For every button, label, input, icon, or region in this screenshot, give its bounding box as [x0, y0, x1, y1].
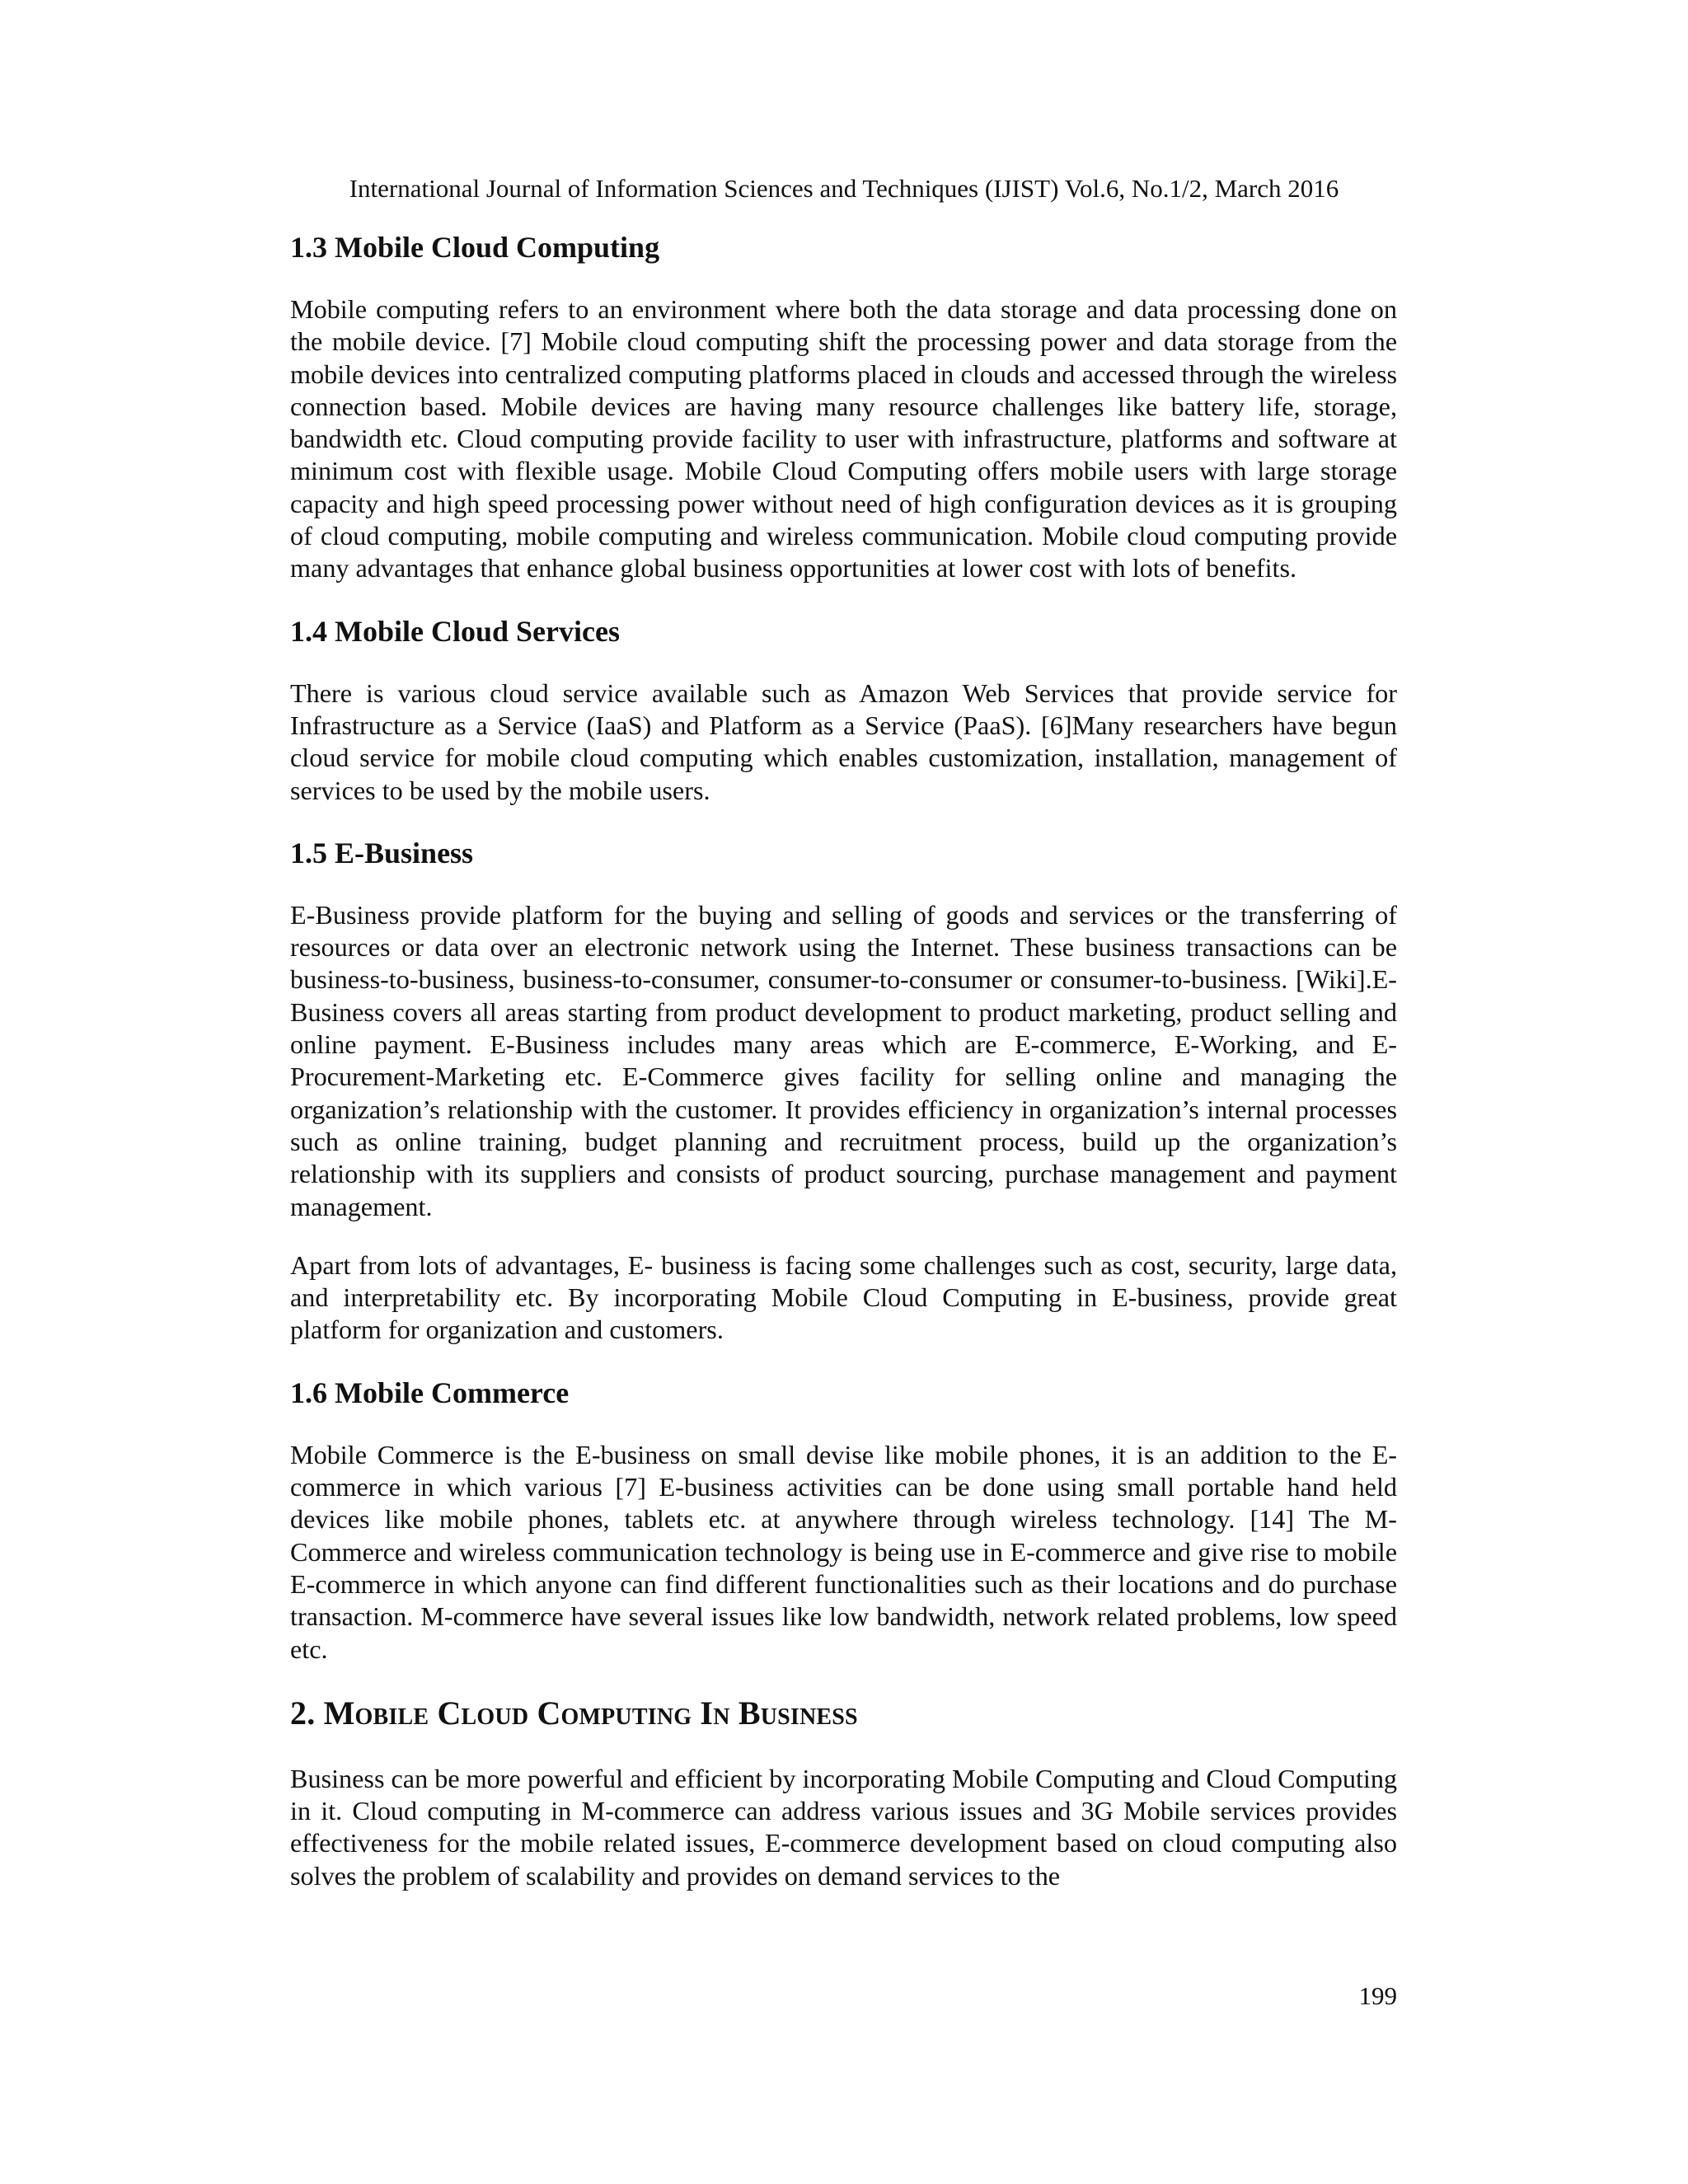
section-heading-1-3: 1.3 Mobile Cloud Computing — [290, 231, 660, 264]
running-header: International Journal of Information Sciences and Techniques (IJIST) Vol.6, No.1/2, March 2016 — [349, 174, 1339, 203]
page-number: 199 — [1358, 1981, 1397, 2010]
paragraph: E-Business provide platform for the buying and selling of goods and services or the transferring of resources or data over an electronic network using the Internet. These business transactions can be business-to-business, business-to-consumer, consumer-to-consumer or consumer-to-business. [Wiki].E-Business covers all areas starting from product development to product marketing, product selling and online payment. E-Business includes many areas which are E-commerce, E-Working, and E-Procurement-Marketing etc. E-Commerce gives facility for selling online and managing the organization’s relationship with the customer. It provides efficiency in organization’s internal processes such as online training, budget planning and recruitment process, build up the organization’s relationship with its suppliers and consists of product sourcing, purchase management and payment management. — [290, 899, 1397, 1221]
section-heading-1-6: 1.6 Mobile Commerce — [290, 1376, 570, 1409]
paragraph: Business can be more powerful and efficient by incorporating Mobile Computing and Cloud Computing in it. Cloud computing in M-commerce can address various issues and 3G Mobile services provides effectiveness for the mobile related issues, E-commerce development based on cloud computing also solves the problem of scalability and provides on demand services to the — [290, 1763, 1398, 1891]
paragraph: Mobile Commerce is the E-business on small devise like mobile phones, it is an addition to the E-commerce in which various [7] E-business activities can be done using small portable hand held devices like mobile phones, tablets etc. at anywhere through wireless technology. [14] The M-Commerce and wireless communication technology is being use in E-commerce and give rise to mobile E-commerce in which anyone can find different functionalities such as their locations and do purchase transaction. M-commerce have several issues like low bandwidth, network related problems, low speed etc. — [290, 1439, 1397, 1664]
article-body — [290, 227, 1397, 1919]
section-heading-2: 2. Mobile Cloud Computing In Business — [290, 1694, 858, 1732]
section-heading-1-5: 1.5 E-Business — [290, 836, 474, 869]
paragraph: There is various cloud service available such as Amazon Web Services that provide service for Infrastructure as a Service (IaaS) and Platform as a Service (PaaS). [6]Many researchers have begun cloud service for mobile cloud computing which enables customization, installation, management of services to be used by the mobile users. — [290, 677, 1397, 805]
paragraph: Mobile computing refers to an environment where both the data storage and data processing done on the mobile device. [7] Mobile cloud computing shift the processing power and data storage from the mobile devices into centralized computing platforms placed in clouds and accessed through the wireless connection based. Mobile devices are having many resource challenges like battery life, storage, bandwidth etc. Cloud computing provide facility to user with infrastructure, platforms and software at minimum cost with flexible usage. Mobile Cloud Computing offers mobile users with large storage capacity and high speed processing power without need of high configuration devices as it is grouping of cloud computing, mobile computing and wireless communication. Mobile cloud computing provide many advantages that enhance global business opportunities at lower cost with lots of benefits. — [290, 294, 1397, 583]
paragraph: Apart from lots of advantages, E- business is facing some challenges such as cost, security, large data, and interpretability etc. By incorporating Mobile Cloud Computing in E-business, provide great platform for organization and customers. — [290, 1249, 1397, 1345]
section-heading-1-4: 1.4 Mobile Cloud Services — [290, 614, 620, 648]
